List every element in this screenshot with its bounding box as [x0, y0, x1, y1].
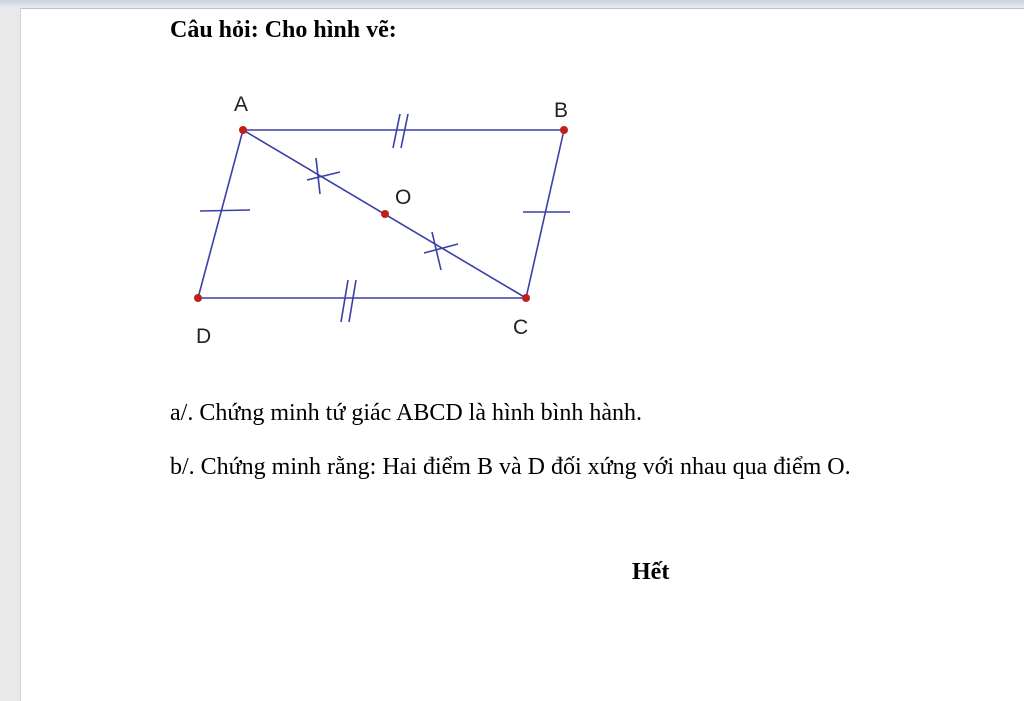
question-b: b/. Chứng minh rằng: Hai điểm B và D đối xứng với nhau qua điểm O. [170, 454, 851, 480]
question-heading: Câu hỏi: Cho hình vẽ: [170, 17, 397, 43]
tick-dc-1 [341, 280, 348, 322]
tick-oc-1 [424, 244, 458, 253]
label-o: O [395, 186, 412, 209]
side-bc [526, 130, 564, 298]
point-o [381, 210, 389, 218]
tick-ab-2 [401, 114, 408, 148]
tick-dc-2 [349, 280, 356, 322]
figure-points [194, 126, 568, 302]
label-b: B [554, 99, 569, 122]
side-da [198, 130, 243, 298]
tick-ab-1 [393, 114, 400, 148]
point-b [560, 126, 568, 134]
label-c: C [513, 316, 529, 339]
tick-ao-1 [307, 172, 340, 180]
tick-ad [200, 210, 250, 211]
point-c [522, 294, 530, 302]
question-a: a/. Chứng minh tứ giác ABCD là hình bình hành. [170, 400, 642, 426]
end-label: Hết [632, 559, 670, 585]
point-d [194, 294, 202, 302]
point-a [239, 126, 247, 134]
label-d: D [196, 325, 212, 348]
label-a: A [234, 93, 249, 116]
